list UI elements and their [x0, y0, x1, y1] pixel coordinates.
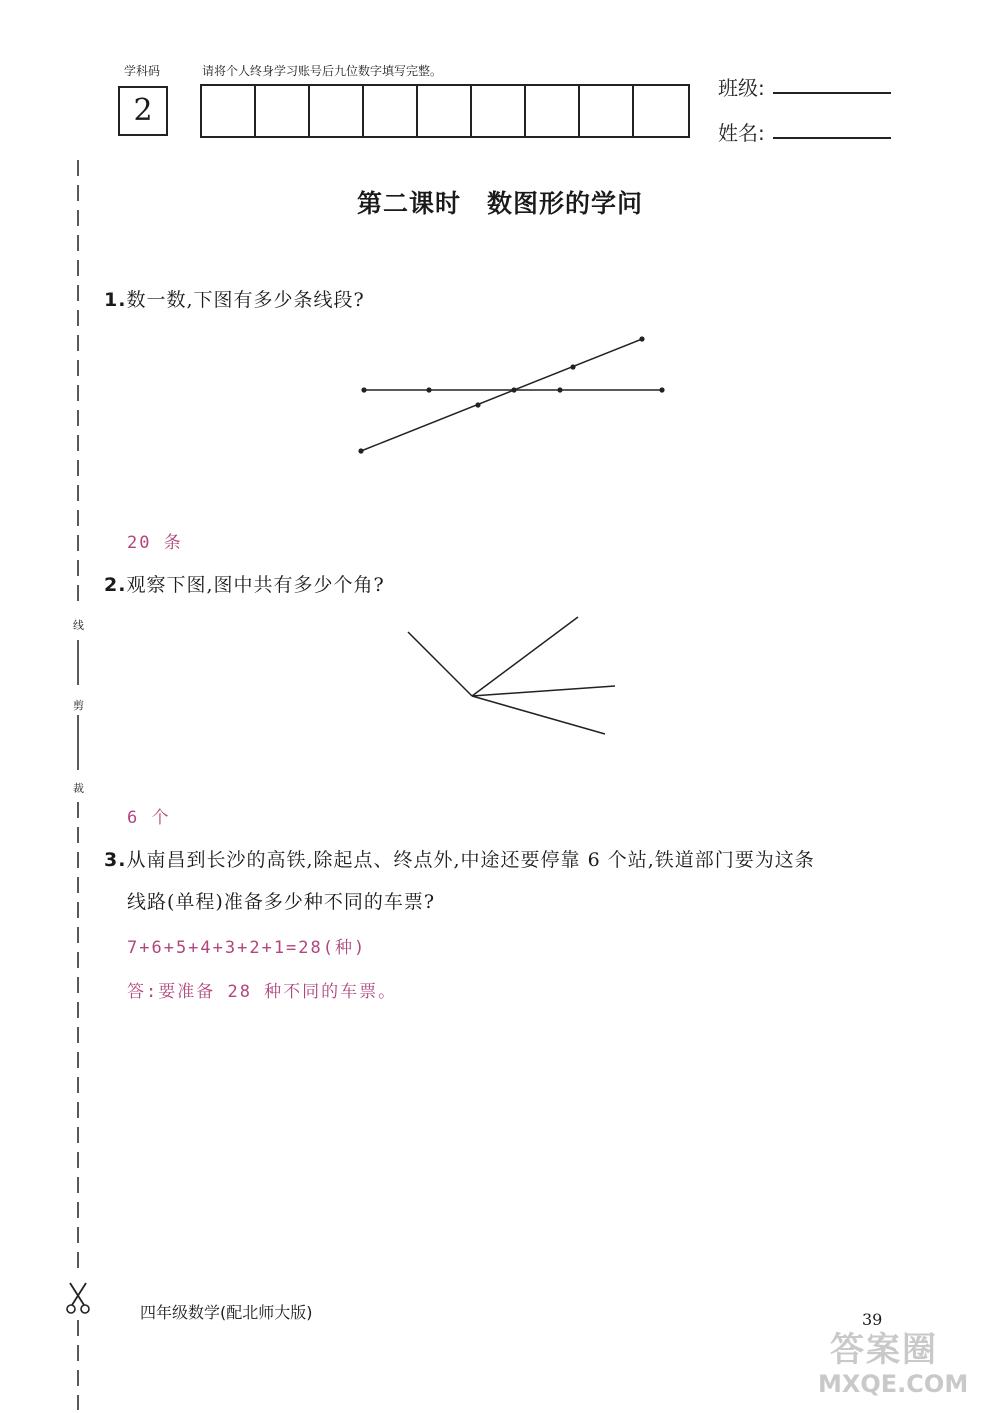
- subject-code-box[interactable]: 2: [118, 86, 168, 136]
- page-number: 39: [862, 1310, 883, 1329]
- subject-code-label: 学科码: [124, 64, 161, 78]
- question-2: [104, 570, 385, 597]
- answer-3-statement: 答:要准备 28 种不同的车票。: [127, 982, 398, 1002]
- id-digit-box[interactable]: [256, 86, 310, 136]
- cut-label-cut: 剪: [73, 699, 84, 712]
- cut-label-trim: 裁: [73, 782, 84, 795]
- id-digit-box[interactable]: [202, 86, 256, 136]
- scissors-icon: [67, 1283, 89, 1313]
- question-number: 1.: [104, 289, 127, 311]
- id-number-boxes[interactable]: [200, 84, 690, 138]
- cut-label-line: 线: [73, 619, 84, 632]
- question-text-line1: 从南昌到长沙的高铁,除起点、终点外,中途还要停靠 6 个站,铁道部门要为这条: [126, 849, 815, 871]
- id-digit-box[interactable]: [310, 86, 364, 136]
- name-field[interactable]: [773, 135, 891, 139]
- question-3: [104, 845, 815, 872]
- question-1: [104, 285, 365, 312]
- id-digit-box[interactable]: [472, 86, 526, 136]
- class-label: 班级:: [718, 76, 765, 100]
- name-label: 姓名:: [718, 121, 765, 145]
- line-segments-figure: [340, 325, 680, 465]
- id-digit-box[interactable]: [364, 86, 418, 136]
- question-number: 3.: [104, 849, 127, 871]
- watermark-url: MXQE.COM: [818, 1370, 969, 1398]
- answer-3-calculation: 7+6+5+4+3+2+1=28(种): [127, 938, 367, 958]
- question-3-line2: 线路(单程)准备多少种不同的车票?: [127, 891, 436, 913]
- id-instruction: 请将个人终身学习账号后九位数字填写完整。: [202, 64, 443, 78]
- id-digit-box[interactable]: [580, 86, 634, 136]
- watermark-logo: 答案圈: [830, 1330, 938, 1370]
- answer-2: 6 个: [127, 808, 171, 828]
- book-title: 四年级数学(配北师大版): [140, 1303, 313, 1322]
- angles-figure: [400, 610, 630, 745]
- question-text: 数一数,下图有多少条线段?: [126, 289, 365, 311]
- id-digit-box[interactable]: [418, 86, 472, 136]
- question-number: 2.: [104, 574, 127, 596]
- question-text: 观察下图,图中共有多少个角?: [126, 574, 385, 596]
- id-digit-box[interactable]: [526, 86, 580, 136]
- id-digit-box[interactable]: [634, 86, 688, 136]
- class-field[interactable]: [773, 90, 891, 94]
- page-title: 第二课时 数图形的学问: [356, 189, 643, 218]
- answer-1: 20 条: [127, 533, 183, 553]
